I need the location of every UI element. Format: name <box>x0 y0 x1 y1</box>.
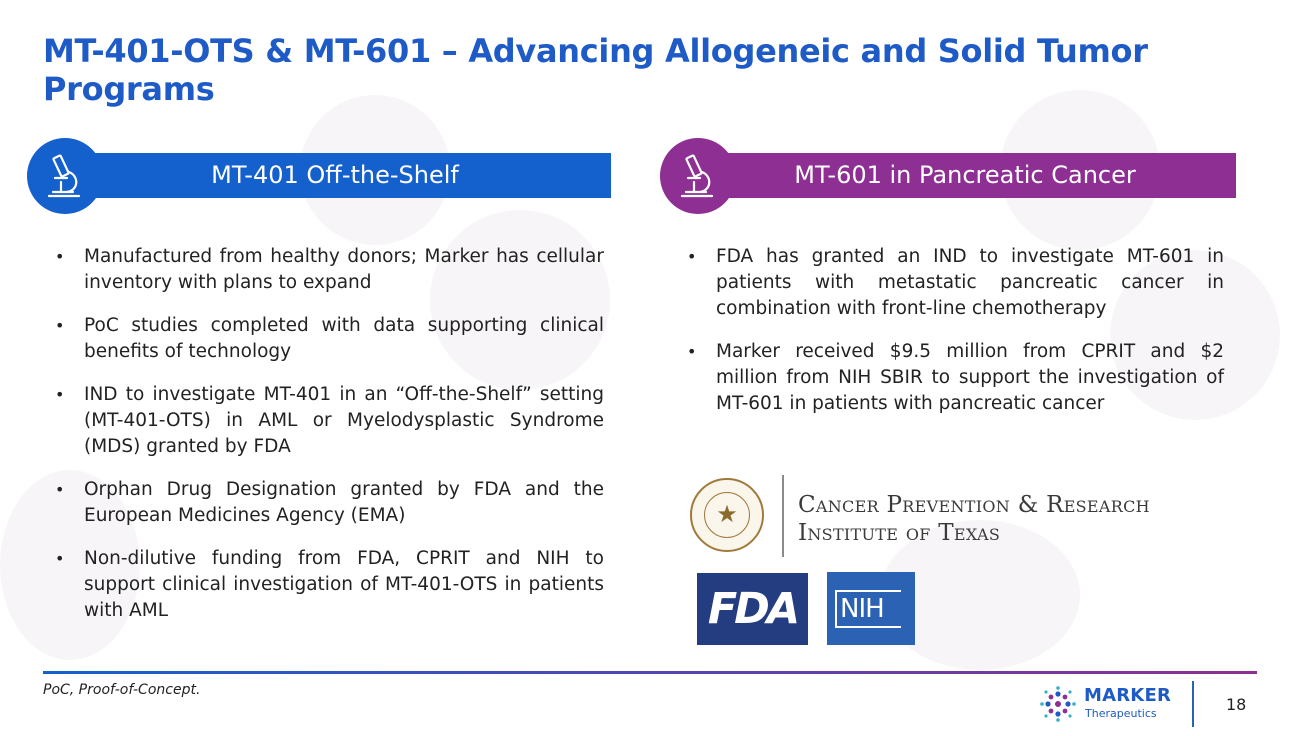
list-item: • FDA has granted an IND to investigate MT-601 in patients with metastatic pancreatic cancer in combination with front-line chemotherapy <box>684 244 1224 322</box>
list-item: • Non-dilutive funding from FDA, CPRIT and NIH to support clinical investigation of MT-401-OTS in patients with AML <box>52 546 604 624</box>
marker-logo <box>1040 683 1180 723</box>
logo-divider <box>782 475 784 557</box>
nih-logo: NIH <box>827 572 915 645</box>
texas-seal-icon: ★ <box>690 478 764 552</box>
slide-title: MT-401-OTS & MT-601 – Advancing Allogeneic and Solid Tumor Programs <box>43 32 1148 108</box>
company-subtitle: Therapeutics <box>1085 707 1157 720</box>
list-item: • IND to investigate MT-401 in an “Off-the-Shelf” setting (MT-401-OTS) in AML or Myelodysplastic Syndrome (MDS) granted by FDA <box>52 382 604 460</box>
marker-logo-icon <box>1040 686 1076 722</box>
left-bullet-list <box>52 244 604 641</box>
list-item: • PoC studies completed with data supporting clinical benefits of technology <box>52 313 604 365</box>
left-panel-heading: MT-401 Off-the-Shelf <box>211 161 459 189</box>
list-item: • Marker received $9.5 million from CPRIT and $2 million from NIH SBIR to support the investigation of MT-601 in patients with pancreatic cancer <box>684 339 1224 417</box>
left-panel-header <box>60 153 611 198</box>
microscope-icon <box>27 138 103 214</box>
list-item: • Manufactured from healthy donors; Marker has cellular inventory with plans to expand <box>52 244 604 296</box>
right-panel-header <box>685 153 1236 198</box>
page-number: 18 <box>1226 695 1247 714</box>
microscope-icon <box>660 138 736 214</box>
list-item: • Orphan Drug Designation granted by FDA and the European Medicines Agency (EMA) <box>52 477 604 529</box>
cprit-logo <box>690 475 1190 557</box>
company-name: MARKER <box>1084 685 1172 706</box>
cprit-name: Cancer Prevention & Research Institute of Texas <box>798 492 1150 546</box>
fda-logo: FDA <box>697 573 808 645</box>
right-bullet-list <box>684 244 1224 434</box>
right-panel-heading: MT-601 in Pancreatic Cancer <box>794 161 1136 189</box>
footer-divider-line <box>43 671 1257 674</box>
footer-vertical-divider <box>1192 681 1194 727</box>
footnote: PoC, Proof-of-Concept. <box>43 682 201 698</box>
